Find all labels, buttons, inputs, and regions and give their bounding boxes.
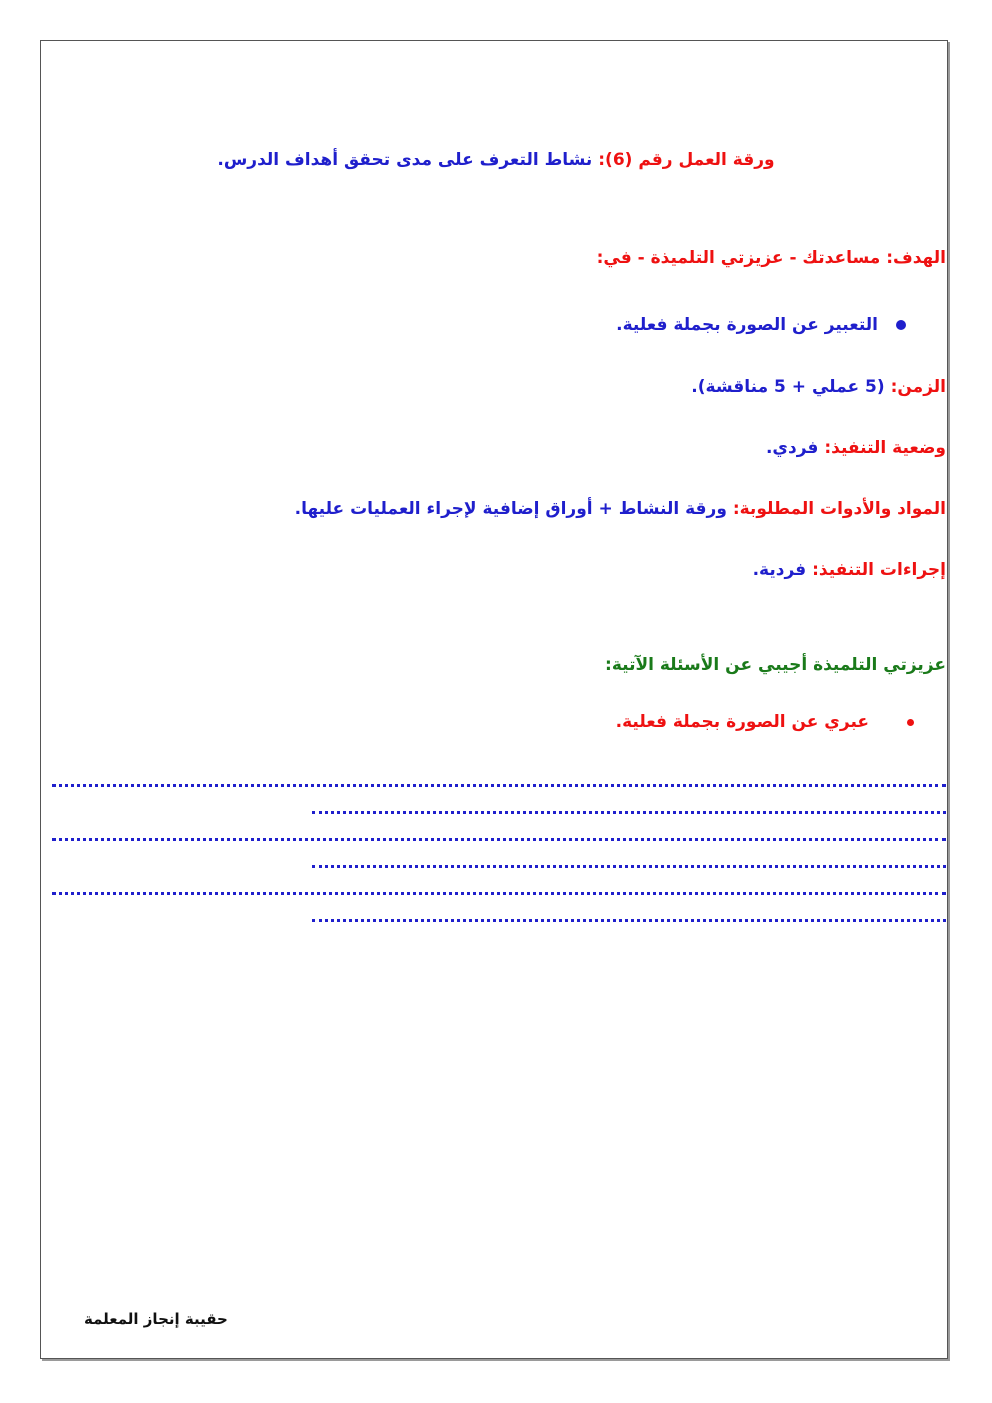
bullet-icon [907, 719, 914, 726]
footer-text: حقيبة إنجاز المعلمة [84, 1310, 228, 1328]
worksheet-title-label: ورقة العمل رقم (6): [598, 150, 775, 170]
answer-line[interactable] [312, 919, 946, 922]
procedure-value: فردية. [752, 560, 807, 580]
mode-value: فردي. [765, 438, 819, 458]
page-border [40, 40, 948, 1359]
answer-line[interactable] [52, 892, 946, 895]
bullet-icon [896, 320, 906, 330]
materials-value: ورقة النشاط + أوراق إضافية لإجراء العمليات عليها. [294, 499, 727, 519]
questions-heading: عزيزتي التلميذة أجيبي عن الأسئلة الآتية: [605, 655, 946, 675]
procedure-label: إجراءات التنفيذ: [812, 560, 946, 580]
mode-row [766, 438, 946, 458]
goal-label: الهدف: مساعدتك - عزيزتي التلميذة - في: [596, 248, 946, 268]
question-item-text: عبري عن الصورة بجملة فعلية. [615, 712, 869, 732]
goal-item [616, 315, 906, 335]
procedure-row [753, 560, 946, 580]
answer-line[interactable] [312, 865, 946, 868]
answer-line[interactable] [52, 784, 946, 787]
mode-label: وضعية التنفيذ: [824, 438, 946, 458]
question-item [616, 712, 914, 732]
worksheet-title-text: نشاط التعرف على مدى تحقق أهداف الدرس. [217, 150, 593, 170]
answer-line[interactable] [312, 811, 946, 814]
materials-row [295, 499, 946, 519]
worksheet-title [0, 150, 992, 170]
time-label: الزمن: [890, 377, 946, 397]
time-row [691, 377, 946, 397]
time-value: (5 عملي + 5 مناقشة). [691, 377, 885, 397]
answer-line[interactable] [52, 838, 946, 841]
goal-item-text: التعبير عن الصورة بجملة فعلية. [616, 315, 878, 335]
materials-label: المواد والأدوات المطلوبة: [732, 499, 946, 519]
